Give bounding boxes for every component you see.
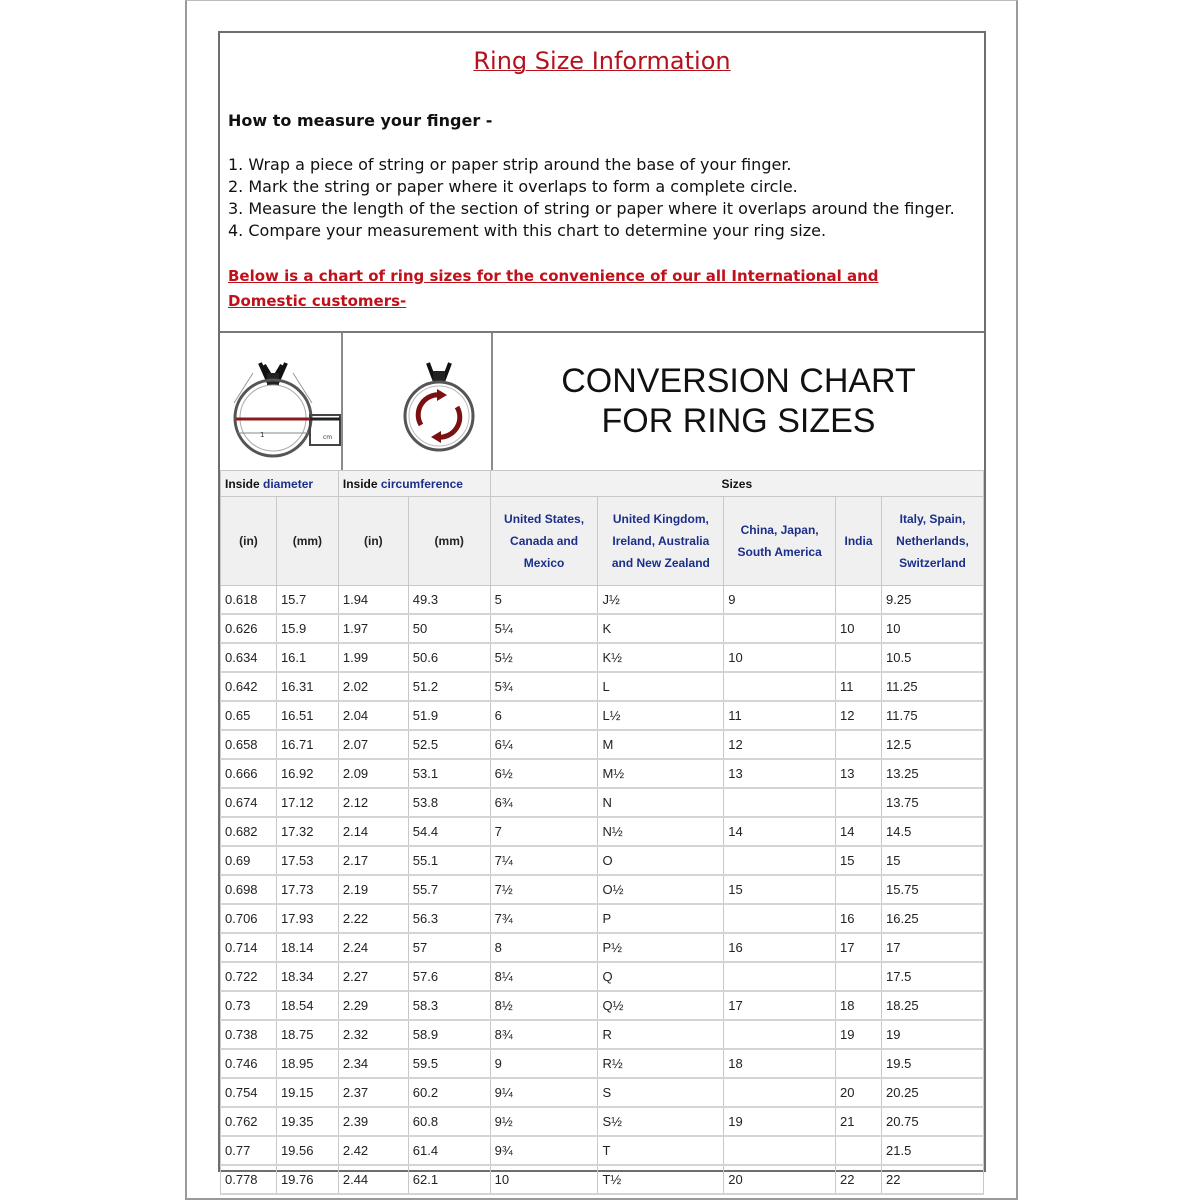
table-cell bbox=[724, 614, 836, 643]
table-cell: 9 bbox=[490, 1049, 598, 1078]
table-cell: 20 bbox=[724, 1165, 836, 1194]
table-cell: O½ bbox=[598, 875, 724, 904]
table-cell: N½ bbox=[598, 817, 724, 846]
table-cell: 14.5 bbox=[882, 817, 984, 846]
table-cell bbox=[836, 730, 882, 759]
table-cell bbox=[836, 875, 882, 904]
table-cell: 51.9 bbox=[408, 701, 490, 730]
table-cell: 60.2 bbox=[408, 1078, 490, 1107]
table-cell: 2.24 bbox=[338, 933, 408, 962]
table-row bbox=[221, 1107, 984, 1136]
table-cell: 14 bbox=[724, 817, 836, 846]
table-cell: 16.31 bbox=[276, 672, 338, 701]
table-cell: 54.4 bbox=[408, 817, 490, 846]
table-cell: 14 bbox=[836, 817, 882, 846]
table-cell bbox=[836, 1136, 882, 1165]
table-cell: 16 bbox=[724, 933, 836, 962]
table-row bbox=[221, 586, 984, 615]
table-cell: 59.5 bbox=[408, 1049, 490, 1078]
table-cell: 12 bbox=[724, 730, 836, 759]
table-cell: 20 bbox=[836, 1078, 882, 1107]
table-body bbox=[221, 586, 984, 1195]
international-note: Below is a chart of ring sizes for the convenience of our all International and Domestic customers- bbox=[228, 267, 879, 310]
table-cell bbox=[836, 962, 882, 991]
table-cell: 2.34 bbox=[338, 1049, 408, 1078]
table-row bbox=[221, 1049, 984, 1078]
howto-heading: How to measure your finger - bbox=[228, 111, 493, 130]
table-cell: 0.658 bbox=[221, 730, 277, 759]
table-cell: 2.17 bbox=[338, 846, 408, 875]
table-cell: 19.5 bbox=[882, 1049, 984, 1078]
table-cell: 5¼ bbox=[490, 614, 598, 643]
table-cell: 16.71 bbox=[276, 730, 338, 759]
table-cell: 17 bbox=[882, 933, 984, 962]
table-cell: N bbox=[598, 788, 724, 817]
table-cell: 57.6 bbox=[408, 962, 490, 991]
table-cell: 8¾ bbox=[490, 1020, 598, 1049]
table-cell: 17.12 bbox=[276, 788, 338, 817]
table-cell: 2.09 bbox=[338, 759, 408, 788]
table-cell: 8 bbox=[490, 933, 598, 962]
table-cell: 60.8 bbox=[408, 1107, 490, 1136]
table-cell: 17.32 bbox=[276, 817, 338, 846]
table-row bbox=[221, 1136, 984, 1165]
table-cell: 17.73 bbox=[276, 875, 338, 904]
table-cell: T bbox=[598, 1136, 724, 1165]
table-cell bbox=[724, 672, 836, 701]
table-cell bbox=[724, 788, 836, 817]
diameter-icon-cell bbox=[220, 333, 343, 471]
table-cell: 19.56 bbox=[276, 1136, 338, 1165]
table-cell: 18.14 bbox=[276, 933, 338, 962]
group-inside-circumference: Inside circumference bbox=[338, 471, 490, 497]
table-cell: 0.762 bbox=[221, 1107, 277, 1136]
table-cell: 0.73 bbox=[221, 991, 277, 1020]
table-cell: O bbox=[598, 846, 724, 875]
table-cell: 19 bbox=[882, 1020, 984, 1049]
table-cell: 0.674 bbox=[221, 788, 277, 817]
step-item: 1. Wrap a piece of string or paper strip around the base of your finger. bbox=[228, 155, 792, 174]
table-cell: 0.746 bbox=[221, 1049, 277, 1078]
table-cell: 6¾ bbox=[490, 788, 598, 817]
table-cell: 16.25 bbox=[882, 904, 984, 933]
col-us-canada-mexico: United States, Canada and Mexico bbox=[490, 497, 598, 586]
table-cell: 61.4 bbox=[408, 1136, 490, 1165]
ring-circumference-icon bbox=[341, 333, 491, 471]
table-cell: 2.27 bbox=[338, 962, 408, 991]
table-cell: T½ bbox=[598, 1165, 724, 1194]
table-cell bbox=[836, 586, 882, 615]
table-cell: R½ bbox=[598, 1049, 724, 1078]
table-cell: 2.22 bbox=[338, 904, 408, 933]
table-cell: 55.1 bbox=[408, 846, 490, 875]
table-cell: 9¼ bbox=[490, 1078, 598, 1107]
table-cell: 0.666 bbox=[221, 759, 277, 788]
table-cell: 55.7 bbox=[408, 875, 490, 904]
table-cell: Q½ bbox=[598, 991, 724, 1020]
table-cell: 15.9 bbox=[276, 614, 338, 643]
table-row bbox=[221, 1078, 984, 1107]
table-cell: 18 bbox=[836, 991, 882, 1020]
col-diameter-in: (in) bbox=[221, 497, 277, 586]
table-cell: 0.698 bbox=[221, 875, 277, 904]
table-cell: 16.92 bbox=[276, 759, 338, 788]
table-cell: 16.51 bbox=[276, 701, 338, 730]
table-cell: 20.25 bbox=[882, 1078, 984, 1107]
table-cell: 10 bbox=[882, 614, 984, 643]
table-cell: 0.706 bbox=[221, 904, 277, 933]
table-row bbox=[221, 730, 984, 759]
table-cell: 0.714 bbox=[221, 933, 277, 962]
table-cell: 18.95 bbox=[276, 1049, 338, 1078]
table-cell: 15.75 bbox=[882, 875, 984, 904]
table-row bbox=[221, 991, 984, 1020]
table-cell: 0.778 bbox=[221, 1165, 277, 1194]
table-cell: R bbox=[598, 1020, 724, 1049]
group-header-row bbox=[221, 471, 984, 497]
table-cell: 6½ bbox=[490, 759, 598, 788]
table-cell: 7¼ bbox=[490, 846, 598, 875]
table-cell: 7½ bbox=[490, 875, 598, 904]
table-cell: 15 bbox=[882, 846, 984, 875]
table-cell: 6¼ bbox=[490, 730, 598, 759]
table-cell: 17.5 bbox=[882, 962, 984, 991]
table-cell: S½ bbox=[598, 1107, 724, 1136]
table-cell: 10 bbox=[724, 643, 836, 672]
ring-diameter-icon bbox=[220, 333, 341, 471]
table-cell: K½ bbox=[598, 643, 724, 672]
conversion-chart-title bbox=[493, 333, 984, 471]
table-cell: 5 bbox=[490, 586, 598, 615]
table-cell: 0.626 bbox=[221, 614, 277, 643]
page-title: Ring Size Information bbox=[473, 47, 731, 75]
table-cell: 19.76 bbox=[276, 1165, 338, 1194]
table-cell: 2.37 bbox=[338, 1078, 408, 1107]
table-cell: 1.94 bbox=[338, 586, 408, 615]
table-cell: 19.15 bbox=[276, 1078, 338, 1107]
table-cell: S bbox=[598, 1078, 724, 1107]
table-cell: 21.5 bbox=[882, 1136, 984, 1165]
table-cell: 10 bbox=[490, 1165, 598, 1194]
table-cell: 2.42 bbox=[338, 1136, 408, 1165]
table-cell: 51.2 bbox=[408, 672, 490, 701]
table-cell: 2.02 bbox=[338, 672, 408, 701]
table-cell: 10.5 bbox=[882, 643, 984, 672]
table-cell: 16 bbox=[836, 904, 882, 933]
table-row bbox=[221, 933, 984, 962]
table-cell: 0.754 bbox=[221, 1078, 277, 1107]
table-cell: 2.07 bbox=[338, 730, 408, 759]
table-cell bbox=[724, 1020, 836, 1049]
chart-header bbox=[220, 331, 984, 473]
svg-text:1: 1 bbox=[260, 431, 265, 439]
table-cell: 62.1 bbox=[408, 1165, 490, 1194]
group-inside-diameter: Inside diameter bbox=[221, 471, 339, 497]
table-row bbox=[221, 614, 984, 643]
table-cell: 0.65 bbox=[221, 701, 277, 730]
table-cell: 13 bbox=[724, 759, 836, 788]
table-cell: 8¼ bbox=[490, 962, 598, 991]
table-cell: 0.618 bbox=[221, 586, 277, 615]
table-cell: 18 bbox=[724, 1049, 836, 1078]
table-cell: 58.9 bbox=[408, 1020, 490, 1049]
table-cell bbox=[724, 1078, 836, 1107]
table-cell: K bbox=[598, 614, 724, 643]
table-cell: 2.19 bbox=[338, 875, 408, 904]
col-circumference-in: (in) bbox=[338, 497, 408, 586]
table-cell: 15 bbox=[724, 875, 836, 904]
table-row bbox=[221, 701, 984, 730]
table-cell bbox=[836, 643, 882, 672]
table-cell: Q bbox=[598, 962, 724, 991]
table-cell: 50 bbox=[408, 614, 490, 643]
table-cell: 2.29 bbox=[338, 991, 408, 1020]
table-cell: 22 bbox=[882, 1165, 984, 1194]
table-cell: 0.722 bbox=[221, 962, 277, 991]
table-cell: 21 bbox=[836, 1107, 882, 1136]
table-cell: L bbox=[598, 672, 724, 701]
table-cell: 18.34 bbox=[276, 962, 338, 991]
table-cell bbox=[836, 1049, 882, 1078]
table-cell: 13 bbox=[836, 759, 882, 788]
table-cell: 53.1 bbox=[408, 759, 490, 788]
table-cell bbox=[724, 962, 836, 991]
steps-list bbox=[228, 154, 955, 242]
table-cell: 20.75 bbox=[882, 1107, 984, 1136]
chart-title-line-1: CONVERSION CHART bbox=[561, 362, 916, 400]
table-cell: 11.25 bbox=[882, 672, 984, 701]
step-item: 3. Measure the length of the section of string or paper where it overlaps around the finger. bbox=[228, 199, 955, 218]
table-cell: 6 bbox=[490, 701, 598, 730]
table-cell: 10 bbox=[836, 614, 882, 643]
col-india: India bbox=[836, 497, 882, 586]
table-cell: 18.75 bbox=[276, 1020, 338, 1049]
table-row bbox=[221, 759, 984, 788]
table-cell: 22 bbox=[836, 1165, 882, 1194]
table-cell: 19 bbox=[836, 1020, 882, 1049]
table-cell: 12.5 bbox=[882, 730, 984, 759]
table-cell: 15 bbox=[836, 846, 882, 875]
table-cell: J½ bbox=[598, 586, 724, 615]
table-row bbox=[221, 846, 984, 875]
col-uk-ireland-australia-nz: United Kingdom, Ireland, Australia and New Zealand bbox=[598, 497, 724, 586]
table-cell: 1.97 bbox=[338, 614, 408, 643]
table-cell: 13.25 bbox=[882, 759, 984, 788]
table-cell: 0.77 bbox=[221, 1136, 277, 1165]
table-cell: 12 bbox=[836, 701, 882, 730]
table-cell: 11 bbox=[836, 672, 882, 701]
table-row bbox=[221, 875, 984, 904]
col-circumference-mm: (mm) bbox=[408, 497, 490, 586]
table-cell: 11.75 bbox=[882, 701, 984, 730]
table-cell: 56.3 bbox=[408, 904, 490, 933]
table-cell: 7¾ bbox=[490, 904, 598, 933]
table-cell: P bbox=[598, 904, 724, 933]
table-cell: 1.99 bbox=[338, 643, 408, 672]
ring-size-table bbox=[220, 470, 984, 1195]
table-cell: 16.1 bbox=[276, 643, 338, 672]
ring-size-sheet bbox=[218, 31, 986, 1187]
table-row bbox=[221, 817, 984, 846]
step-item: 4. Compare your measurement with this chart to determine your ring size. bbox=[228, 221, 827, 240]
table-cell: L½ bbox=[598, 701, 724, 730]
table-cell bbox=[836, 788, 882, 817]
table-cell: 18.25 bbox=[882, 991, 984, 1020]
table-row bbox=[221, 788, 984, 817]
table-cell: 0.69 bbox=[221, 846, 277, 875]
table-row bbox=[221, 1165, 984, 1194]
table-cell: 7 bbox=[490, 817, 598, 846]
svg-text:cm: cm bbox=[323, 434, 333, 441]
table-cell: 0.642 bbox=[221, 672, 277, 701]
table-cell: 8½ bbox=[490, 991, 598, 1020]
table-cell: 2.14 bbox=[338, 817, 408, 846]
col-china-japan-south-america: China, Japan, South America bbox=[724, 497, 836, 586]
table-cell: 9½ bbox=[490, 1107, 598, 1136]
table-row bbox=[221, 904, 984, 933]
table-cell: 58.3 bbox=[408, 991, 490, 1020]
column-header-row bbox=[221, 497, 984, 586]
table-cell bbox=[724, 904, 836, 933]
step-item: 2. Mark the string or paper where it overlaps to form a complete circle. bbox=[228, 177, 798, 196]
table-cell: 19.35 bbox=[276, 1107, 338, 1136]
table-cell: 49.3 bbox=[408, 586, 490, 615]
table-cell: 19 bbox=[724, 1107, 836, 1136]
table-cell: 17.93 bbox=[276, 904, 338, 933]
table-cell: 15.7 bbox=[276, 586, 338, 615]
table-cell: 2.39 bbox=[338, 1107, 408, 1136]
table-cell: 18.54 bbox=[276, 991, 338, 1020]
table-cell: 0.682 bbox=[221, 817, 277, 846]
chart-title-line-2: FOR RING SIZES bbox=[601, 402, 876, 440]
table-cell: 17 bbox=[836, 933, 882, 962]
table-cell: M½ bbox=[598, 759, 724, 788]
group-sizes: Sizes bbox=[490, 471, 983, 497]
table-cell: 17 bbox=[724, 991, 836, 1020]
table-cell: 52.5 bbox=[408, 730, 490, 759]
table-cell: 53.8 bbox=[408, 788, 490, 817]
table-cell: 17.53 bbox=[276, 846, 338, 875]
col-diameter-mm: (mm) bbox=[276, 497, 338, 586]
table-cell: 2.12 bbox=[338, 788, 408, 817]
table-cell: 57 bbox=[408, 933, 490, 962]
col-italy-spain-netherlands-switzerland: Italy, Spain, Netherlands, Switzerland bbox=[882, 497, 984, 586]
table-cell: 0.634 bbox=[221, 643, 277, 672]
table-cell bbox=[724, 1136, 836, 1165]
table-cell: 5½ bbox=[490, 643, 598, 672]
circumference-icon-cell bbox=[341, 333, 493, 471]
table-cell bbox=[724, 846, 836, 875]
table-cell: 2.44 bbox=[338, 1165, 408, 1194]
table-cell: 9¾ bbox=[490, 1136, 598, 1165]
table-row bbox=[221, 672, 984, 701]
table-cell: 9.25 bbox=[882, 586, 984, 615]
table-cell: 50.6 bbox=[408, 643, 490, 672]
table-cell: 0.738 bbox=[221, 1020, 277, 1049]
table-cell: 9 bbox=[724, 586, 836, 615]
table-cell: P½ bbox=[598, 933, 724, 962]
table-cell: 11 bbox=[724, 701, 836, 730]
table-cell: 2.32 bbox=[338, 1020, 408, 1049]
table-cell: 5¾ bbox=[490, 672, 598, 701]
table-cell: 13.75 bbox=[882, 788, 984, 817]
table-row bbox=[221, 1020, 984, 1049]
table-cell: 2.04 bbox=[338, 701, 408, 730]
table-row bbox=[221, 962, 984, 991]
table-cell: M bbox=[598, 730, 724, 759]
table-row bbox=[221, 643, 984, 672]
